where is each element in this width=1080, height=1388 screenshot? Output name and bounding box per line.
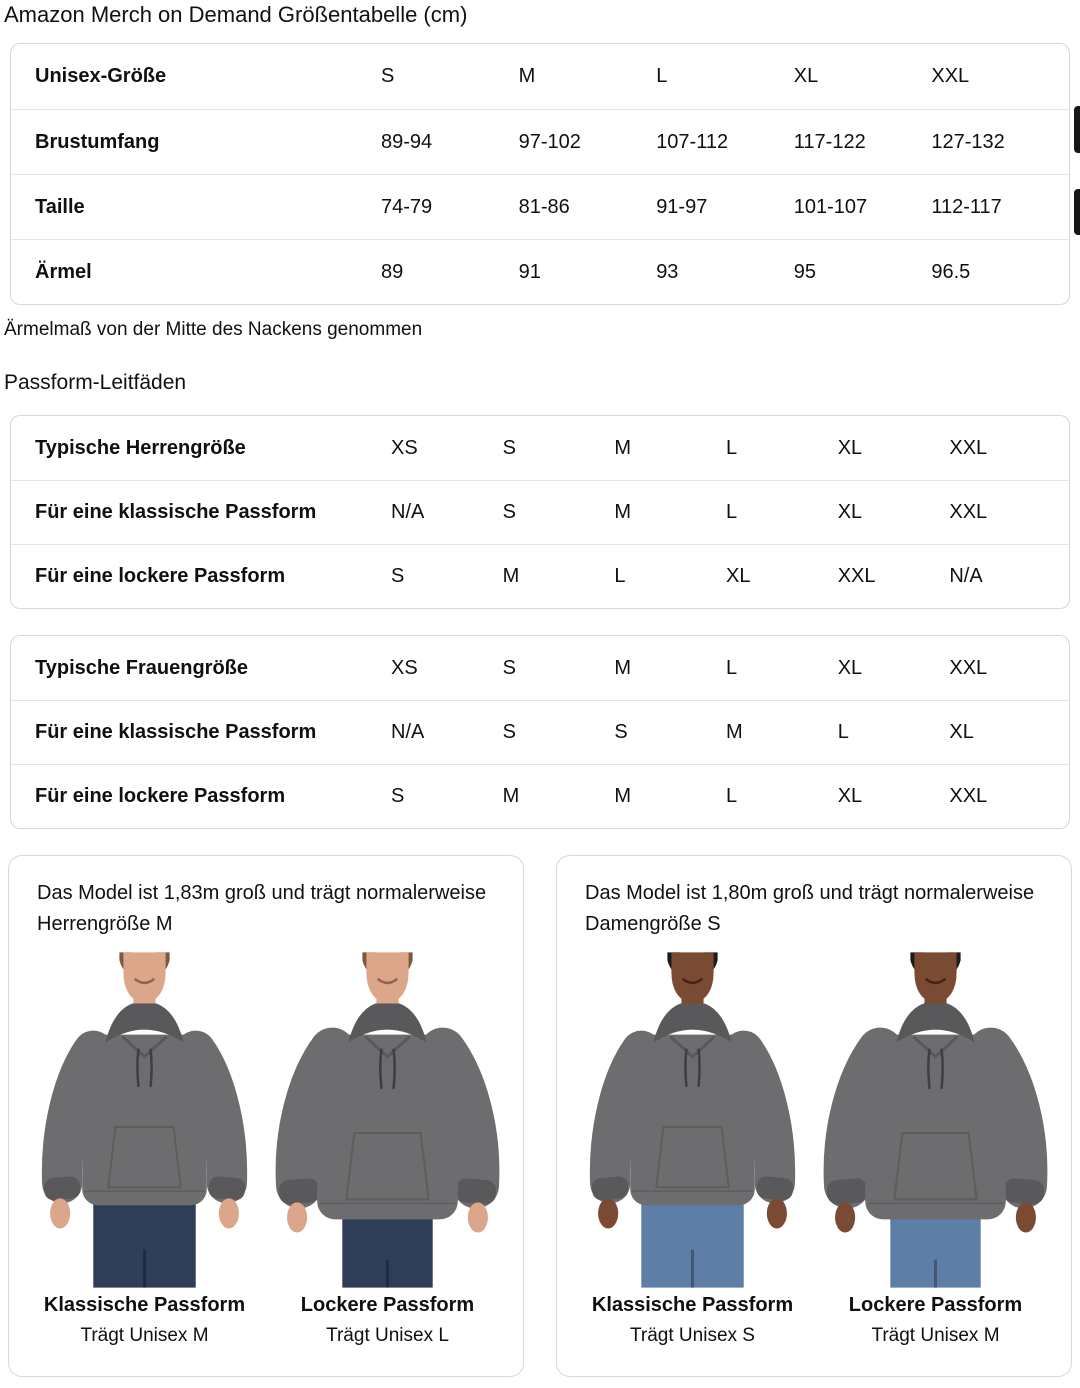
size-cell: 81-86 <box>518 195 570 218</box>
size-cell: XL <box>793 65 819 87</box>
size-cell: XXL <box>949 501 988 523</box>
model-figure <box>576 952 809 1347</box>
size-cell: XL <box>837 501 863 523</box>
size-cell: XL <box>726 565 751 587</box>
row-label: Ärmel <box>35 260 92 283</box>
table-row <box>11 636 1069 700</box>
size-cell: M <box>518 65 536 87</box>
size-cell: XXL <box>837 565 876 587</box>
size-cell: M <box>502 785 520 807</box>
size-cell: S <box>502 436 517 459</box>
size-cell: S <box>614 721 628 743</box>
row-label: Für eine klassische Passform <box>35 501 317 523</box>
size-cell: 89-94 <box>381 130 433 153</box>
size-cell: S <box>502 501 517 523</box>
size-cell: M <box>614 501 632 523</box>
fit-caption: Klassische Passform <box>43 1294 246 1316</box>
female-model-classic-photo <box>577 952 808 1288</box>
womens-fit-table <box>10 635 1070 829</box>
size-cell: XL <box>949 721 974 743</box>
table-row <box>11 109 1069 174</box>
size-caption: Trägt Unisex M <box>871 1325 1000 1346</box>
size-cell: 89 <box>381 260 404 283</box>
size-cell: XXL <box>931 65 970 87</box>
male-model-loose-photo <box>272 952 503 1288</box>
size-cell: L <box>614 565 626 587</box>
size-cell: M <box>614 656 632 679</box>
size-cell: 74-79 <box>381 195 433 218</box>
size-cell: XS <box>391 656 418 679</box>
size-cell: XL <box>837 785 863 807</box>
size-cell: 117-122 <box>793 130 866 153</box>
size-cell: 107-112 <box>656 130 729 153</box>
scrollbar-thumb[interactable] <box>1074 106 1080 153</box>
size-cell: S <box>381 65 395 87</box>
size-cell: 91-97 <box>656 195 708 218</box>
male-model-classic-photo <box>29 952 260 1288</box>
row-label: Typische Herrengröße <box>35 436 246 459</box>
size-cell: M <box>614 785 632 807</box>
size-cell: 93 <box>656 260 679 283</box>
table-row <box>11 239 1069 304</box>
scrollbar-thumb[interactable] <box>1074 189 1080 235</box>
size-table <box>10 43 1070 305</box>
size-cell: XL <box>837 436 863 459</box>
row-label: Für eine klassische Passform <box>35 721 317 743</box>
size-cell: 91 <box>518 260 541 283</box>
fit-guides-heading: Passform-Leitfäden <box>4 371 187 394</box>
size-cell: M <box>614 436 632 459</box>
size-cell: XXL <box>949 656 988 679</box>
size-cell: N/A <box>391 501 425 523</box>
size-caption: Trägt Unisex M <box>80 1325 209 1346</box>
table-row <box>11 764 1069 828</box>
mens-model-card <box>8 855 524 1377</box>
mens-fit-table <box>10 415 1070 609</box>
size-cell: L <box>726 785 738 807</box>
model-figure <box>28 952 261 1347</box>
womens-model-card <box>556 855 1072 1377</box>
model-figure <box>271 952 504 1347</box>
row-label: Brustumfang <box>35 130 160 153</box>
fit-caption: Klassische Passform <box>591 1294 794 1316</box>
size-cell: L <box>656 65 668 87</box>
row-label: Taille <box>35 195 85 218</box>
size-cell: N/A <box>949 565 983 587</box>
fit-caption: Lockere Passform <box>848 1294 1023 1316</box>
row-label: Unisex-Größe <box>35 65 167 87</box>
row-label: Typische Frauengröße <box>35 656 249 679</box>
size-cell: 95 <box>793 260 817 283</box>
size-cell: L <box>726 501 738 523</box>
female-model-loose-photo <box>820 952 1051 1288</box>
size-cell: S <box>502 656 517 679</box>
sleeve-note: Ärmelmaß von der Mitte des Nackens genommen <box>4 319 423 340</box>
page-title: Amazon Merch on Demand Größentabelle (cm) <box>4 2 468 27</box>
size-cell: S <box>502 721 517 743</box>
model-description: Das Model ist 1,83m groß und trägt normalerweise Herrengröße M <box>37 882 487 935</box>
model-description: Das Model ist 1,80m groß und trägt normalerweise Damengröße S <box>585 882 1035 935</box>
size-cell: L <box>837 721 849 743</box>
size-cell: 112-117 <box>931 195 1002 218</box>
size-cell: 127-132 <box>931 130 1005 153</box>
table-row <box>11 416 1069 480</box>
table-row <box>11 44 1069 109</box>
size-cell: M <box>726 721 743 743</box>
size-cell: S <box>391 785 405 807</box>
size-cell: N/A <box>391 721 425 743</box>
size-cell: 101-107 <box>793 195 868 218</box>
size-cell: S <box>391 565 405 587</box>
table-row <box>11 544 1069 608</box>
table-row <box>11 700 1069 764</box>
size-cell: L <box>726 656 738 679</box>
size-cell: M <box>502 565 520 587</box>
size-cell: XS <box>391 436 418 459</box>
row-label: Für eine lockere Passform <box>35 785 286 807</box>
table-row <box>11 174 1069 239</box>
size-cell: 96.5 <box>931 260 971 283</box>
size-caption: Trägt Unisex S <box>630 1325 755 1346</box>
model-figure <box>819 952 1052 1347</box>
size-cell: XXL <box>949 785 988 807</box>
size-cell: 97-102 <box>518 130 581 153</box>
row-label: Für eine lockere Passform <box>35 565 286 587</box>
table-row <box>11 480 1069 544</box>
size-caption: Trägt Unisex L <box>326 1325 449 1346</box>
size-cell: XXL <box>949 436 988 459</box>
size-cell: L <box>726 436 738 459</box>
size-cell: XL <box>837 656 863 679</box>
fit-caption: Lockere Passform <box>300 1294 475 1316</box>
